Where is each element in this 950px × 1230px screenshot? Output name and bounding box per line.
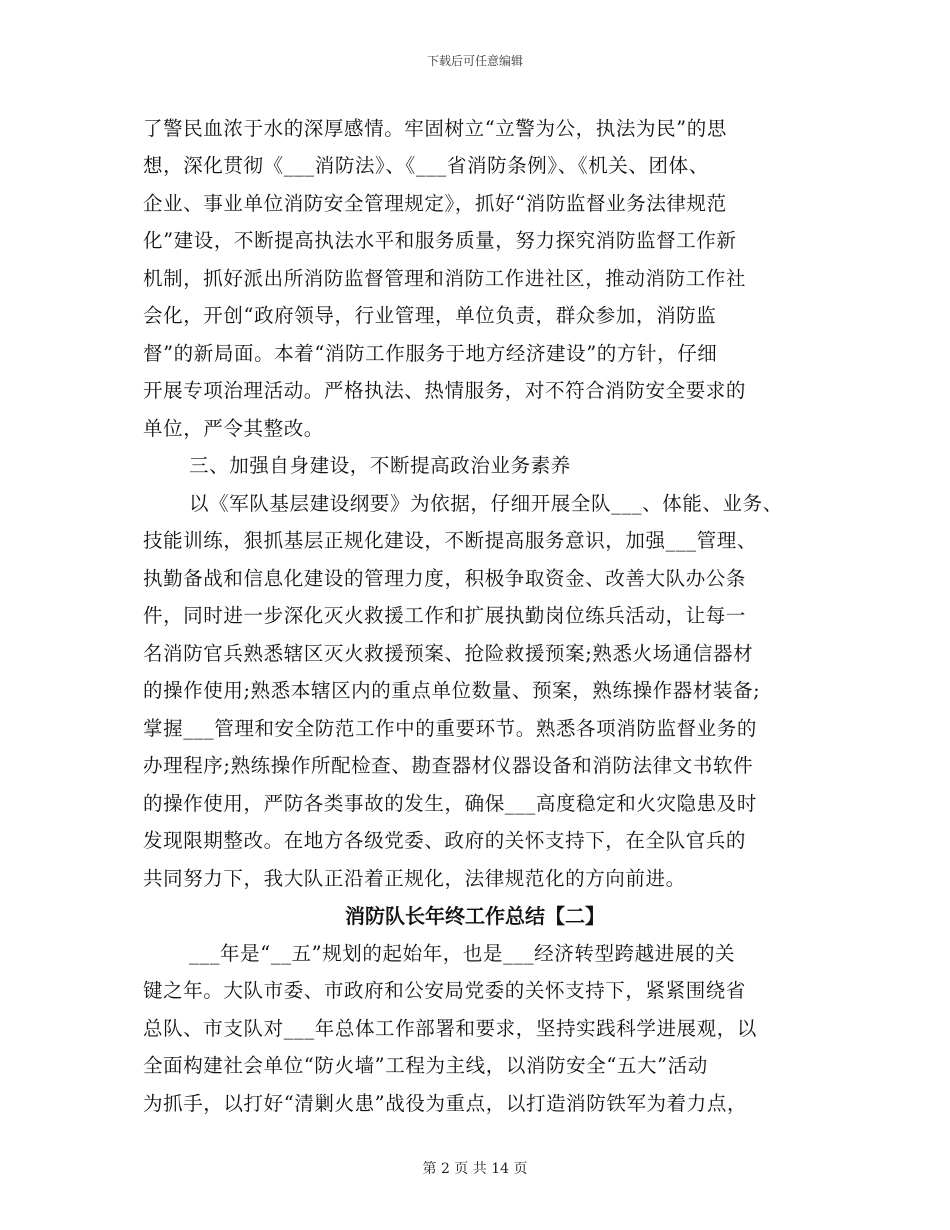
body-line: 名消防官兵熟悉辖区灭火救援预案、抢险救援预案;熟悉火场通信器材 <box>143 642 754 665</box>
body-line: 共同努力下，我大队正沿着正规化，法律规范化的方向前进。 <box>143 867 686 890</box>
body-line: 的操作使用，严防各类事故的发生，确保___高度稳定和火灾隐患及时 <box>143 792 757 815</box>
body-line: 件，同时进一步深化灭火救援工作和扩展执勤岗位练兵活动，让每一 <box>143 604 747 627</box>
body-line: 掌握___管理和安全防范工作中的重要环节。熟悉各项消防监督业务的 <box>143 717 757 740</box>
body-line: 发现限期整改。在地方各级党委、政府的关怀支持下，在全队官兵的 <box>143 829 747 852</box>
body-line: 开展专项治理活动。严格执法、热情服务，对不符合消防安全要求的 <box>143 379 747 402</box>
body-line: 单位，严令其整改。 <box>143 417 324 440</box>
body-line: 化”建设，不断提高执法水平和服务质量，努力探究消防监督工作新 <box>143 229 737 252</box>
body-line: 督”的新局面。本着“消防工作服务于地方经济建设”的方针，仔细 <box>143 342 718 365</box>
section-heading: 三、加强自身建设，不断提高政治业务素养 <box>189 454 571 477</box>
body-line: 想，深化贯彻《___消防法》、《___省消防条例》、《机关、团体、 <box>143 154 709 177</box>
page-header: 下载后可任意编辑 <box>426 54 523 68</box>
body-line: 了警民血浓于水的深厚感情。牢固树立“立警为公，执法为民”的思 <box>143 117 727 140</box>
page-footer: 第 2 页 共 14 页 <box>422 1161 528 1177</box>
body-line: ___年是“__五”规划的起始年，也是___经济转型跨越进展的关 <box>189 942 736 965</box>
body-line: 技能训练，狠抓基层正规化建设，不断提高服务意识，加强___管理、 <box>143 529 757 552</box>
body-line: 的操作使用;熟悉本辖区内的重点单位数量、预案，熟练操作器材装备; <box>143 679 761 702</box>
body-line: 全面构建社会单位“防火墙”工程为主线，以消防安全“五大”活动 <box>143 1054 708 1077</box>
body-line: 为抓手，以打好“清剿火患”战役为重点，以打造消防铁军为着力点， <box>143 1092 748 1115</box>
body-line: 会化，开创“政府领导，行业管理，单位负责，群众参加，消防监 <box>143 304 717 327</box>
body-line: 以《军队基层建设纲要》为依据，仔细开展全队___、体能、业务、 <box>189 492 783 515</box>
body-line: 机制，抓好派出所消防监督管理和消防工作进社区，推动消防工作社 <box>143 267 747 290</box>
body-line: 办理程序;熟练操作所配检查、勘查器材仪器设备和消防法律文书软件 <box>143 754 754 777</box>
section-title: 消防队长年终工作总结【二】 <box>345 904 605 928</box>
body-line: 执勤备战和信息化建设的管理力度，积极争取资金、改善大队办公条 <box>143 567 747 590</box>
body-line: 企业、事业单位消防安全管理规定》，抓好“消防监督业务法律规范 <box>143 192 727 215</box>
body-line: 总队、市支队对___年总体工作部署和要求，坚持实践科学进展观，以 <box>143 1017 757 1040</box>
body-line: 键之年。大队市委、市政府和公安局党委的关怀支持下，紧紧围绕省 <box>143 979 747 1002</box>
